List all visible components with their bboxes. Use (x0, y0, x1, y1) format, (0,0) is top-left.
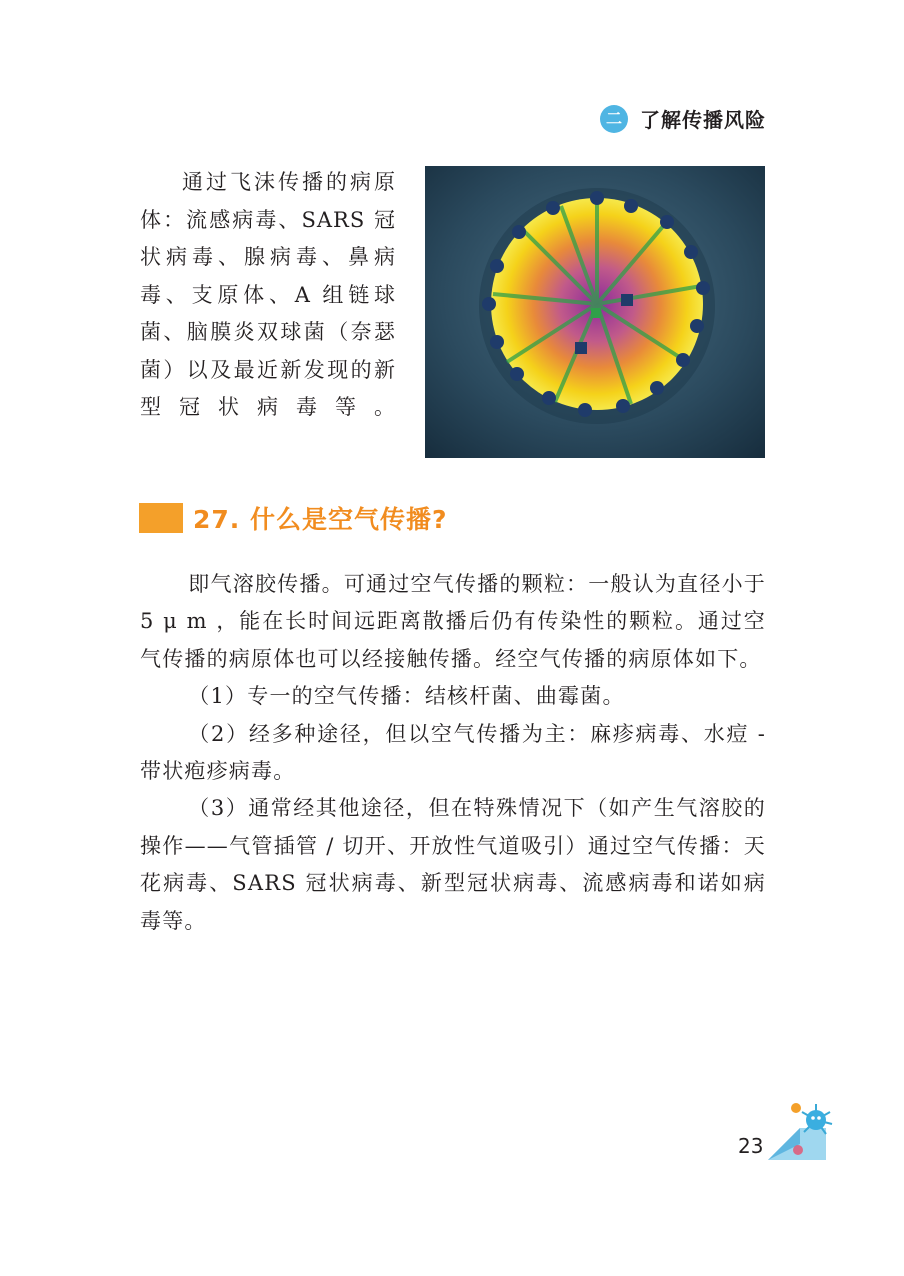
body-paragraph: （3）通常经其他途径，但在特殊情况下（如产生气溶胶的操作——气管插管 / 切开、开放性气道吸引）通过空气传播：天花病毒、SARS 冠状病毒、新型冠状病毒、流感病毒和诺如病毒等。 (140, 796, 766, 933)
intro-paragraph-block (140, 164, 396, 427)
page-number: 23 (738, 1134, 764, 1158)
virus-illustration (425, 166, 765, 458)
body-paragraph: 即气溶胶传播。可通过空气传播的颗粒：一般认为直径小于 5 μ m ，能在长时间远距离散播后仍有传染性的颗粒。通过空气传播的病原体也可以经接触传播。经空气传播的病原体如下。 (140, 572, 766, 671)
chapter-number-badge: 二 (600, 105, 628, 133)
virus-mascot-icon (760, 1098, 840, 1164)
body-paragraph: （2）经多种途径，但以空气传播为主：麻疹病毒、水痘 - 带状疱疹病毒。 (140, 721, 766, 784)
section-heading (139, 500, 448, 536)
chapter-title: 了解传播风险 (640, 108, 766, 132)
intro-paragraph: 通过飞沫传播的病原体：流感病毒、SARS 冠状病毒、腺病毒、鼻病毒、支原体、A 组链球菌、脑膜炎双球菌（奈瑟菌）以及最近新发现的新型冠状病毒等。 (140, 170, 396, 419)
heading-accent-bar (139, 503, 183, 533)
chapter-header (600, 104, 766, 133)
body-paragraph: （1）专一的空气传播：结核杆菌、曲霉菌。 (188, 684, 625, 709)
section-body (140, 566, 766, 940)
section-title: 27. 什么是空气传播? (193, 505, 448, 534)
